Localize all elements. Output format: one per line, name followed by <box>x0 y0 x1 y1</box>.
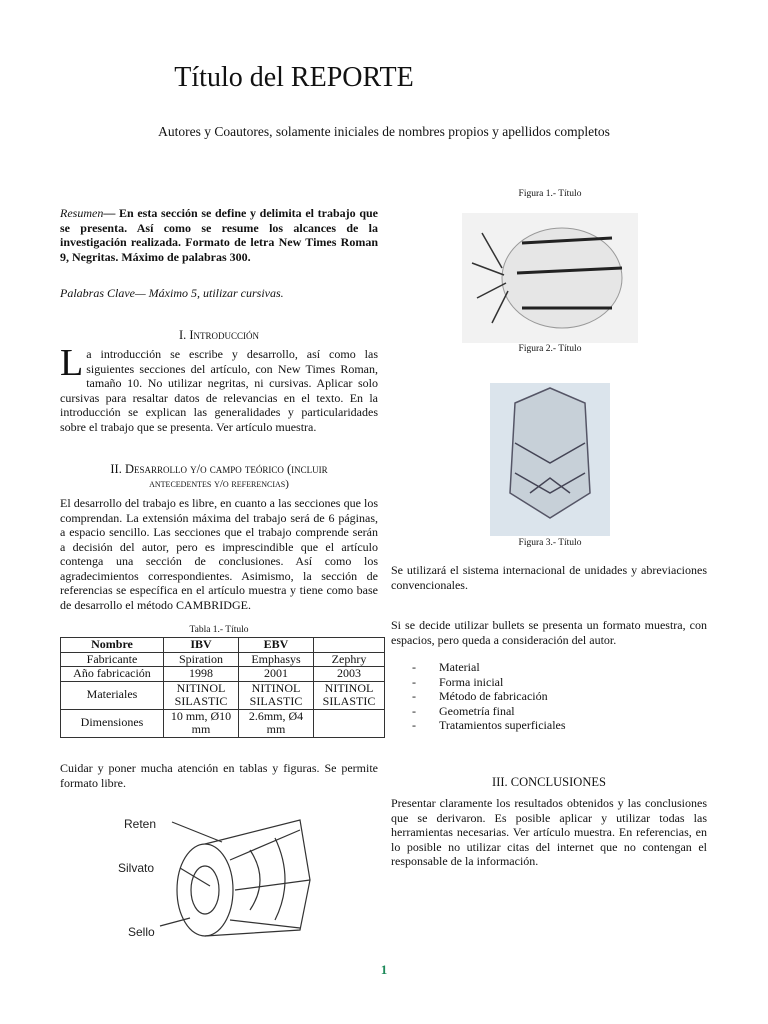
page-number: 1 <box>380 962 388 977</box>
list-item: - Tratamientos superficiales <box>391 718 707 733</box>
diagram-body-outline <box>205 820 310 936</box>
development-heading-line1: II. Desarrollo y/o campo teórico (incluir <box>110 462 328 476</box>
diagram-struts <box>230 830 310 928</box>
keywords-label: Palabras Clave <box>60 286 135 300</box>
intro-text: a introducción se escribe y desarrollo, así como las siguientes secciones del artículo, con New Times Roman, tamaño 10. No utilizar negritas, ni cursivas. Aplicar solo cursivas para resaltar datos de relevancias en el texto. En la introducción se explican las generalidades y particularidades sobre el trabajo que se presenta. Ver artículo muestra. <box>60 347 378 434</box>
table-row <box>61 667 385 682</box>
diagram-label: Reten <box>124 817 157 831</box>
abstract-dash: — <box>103 206 116 220</box>
intro-dropcap: L <box>60 342 84 384</box>
table-row <box>61 709 385 737</box>
development-heading-line2: antecedentes y/o referencias) <box>149 478 289 490</box>
table-cell: Emphasys <box>239 652 314 667</box>
diagram-label: Sello <box>128 925 155 939</box>
conclusions-paragraph: Presentar claramente los resultados obtenidos y las conclusiones que se derivaron. Es posible aplicar y utilizar todas las herramientas necesarias. Ver artículo muestra. En referencias, en lo posible no utilizar citas del internet que no contengan el responsable de la información. <box>391 796 707 868</box>
table-cell: 1998 <box>164 667 239 682</box>
table-cell: Spiration <box>164 652 239 667</box>
development-paragraph: El desarrollo del trabajo es libre, en cuanto a las secciones que los comprendan. La extensión máxima del trabajo será de 6 páginas, a espacio sencillo. Las secciones que el trabajo comprende serán a decisión del autor, pero es imprescindible que el artículo contenga una sección de conclusiones. Así como los agradecimientos correspondientes. Asimismo, la sección de referencias se específica en el artículo muestra y tiene como base de desarrollo el método CAMBRIDGE. <box>60 496 378 612</box>
list-item: - Método de fabricación <box>391 689 707 704</box>
intro-paragraph <box>60 342 378 434</box>
table-caption: Tabla 1.- Título <box>189 625 249 635</box>
page-title: Título del REPORTE <box>174 62 414 93</box>
table-header-row <box>61 638 385 653</box>
intro-heading: I. Introducción <box>178 328 260 342</box>
bullet-list <box>391 660 707 733</box>
keywords <box>60 286 378 301</box>
table-row <box>61 652 385 667</box>
figure-1-image <box>462 213 638 343</box>
table-cell: Zephry <box>314 652 385 667</box>
diagram-ribs <box>250 838 285 920</box>
table-cell: 10 mm, Ø10 mm <box>164 709 239 737</box>
figure-1-caption: Figura 1.- Título <box>518 189 582 199</box>
abstract <box>60 206 378 264</box>
table-cell: Dimensiones <box>61 709 164 737</box>
abstract-label: Resumen <box>60 206 104 220</box>
list-item: - Material <box>391 660 707 675</box>
leader-reten <box>172 822 222 842</box>
table-row <box>61 681 385 709</box>
table-header-cell: EBV <box>239 638 314 653</box>
table-cell: Materiales <box>61 681 164 709</box>
keywords-dash: — <box>135 286 146 300</box>
table-cell: Año fabricación <box>61 667 164 682</box>
tables-note: Cuidar y poner mucha atención en tablas y figuras. Se permite formato libre. <box>60 761 378 790</box>
abstract-text: En esta sección se define y delimita el trabajo que se presenta. Así como se resume los alcances de la investigación realizada. Formato de letra New Times Roman 9, Negritas. Máximo de palabras 300. <box>60 206 378 264</box>
list-item: - Geometría final <box>391 704 707 719</box>
table-cell: NITINOL SILASTIC <box>314 681 385 709</box>
table-header-cell: Nombre <box>61 638 164 653</box>
leader-silvato <box>180 868 210 886</box>
units-paragraph: Se utilizará el sistema internacional de unidades y abreviaciones convencionales. <box>391 563 707 592</box>
figure-3-image <box>490 383 610 536</box>
table-cell: 2001 <box>239 667 314 682</box>
diagram-label: Silvato <box>118 861 155 875</box>
authors-line: Autores y Coautores, solamente iniciales de nombres propios y apellidos completos <box>158 124 610 139</box>
figure-2-caption: Figura 2.- Título <box>518 344 582 354</box>
development-heading <box>60 462 378 492</box>
conclusions-heading: III. CONCLUSIONES <box>492 775 606 789</box>
table-header-cell <box>314 638 385 653</box>
bullets-intro-paragraph: Si se decide utilizar bullets se presenta un formato muestra, con espacios, pero queda a consideración del autor. <box>391 618 707 647</box>
diagram-inner-ellipse <box>191 866 219 914</box>
table-header-cell: IBV <box>164 638 239 653</box>
table-cell: NITINOL SILASTIC <box>164 681 239 709</box>
keywords-text: Máximo 5, utilizar cursivas. <box>148 286 284 300</box>
valve-diagram <box>110 800 350 950</box>
table-cell: 2.6mm, Ø4 mm <box>239 709 314 737</box>
table-cell: Fabricante <box>61 652 164 667</box>
diagram-front-ellipse <box>177 844 233 936</box>
table-cell <box>314 709 385 737</box>
list-item: - Forma inicial <box>391 675 707 690</box>
data-table <box>60 637 385 738</box>
figure-3-caption: Figura 3.- Título <box>518 538 582 548</box>
table-cell: NITINOL SILASTIC <box>239 681 314 709</box>
table-cell: 2003 <box>314 667 385 682</box>
